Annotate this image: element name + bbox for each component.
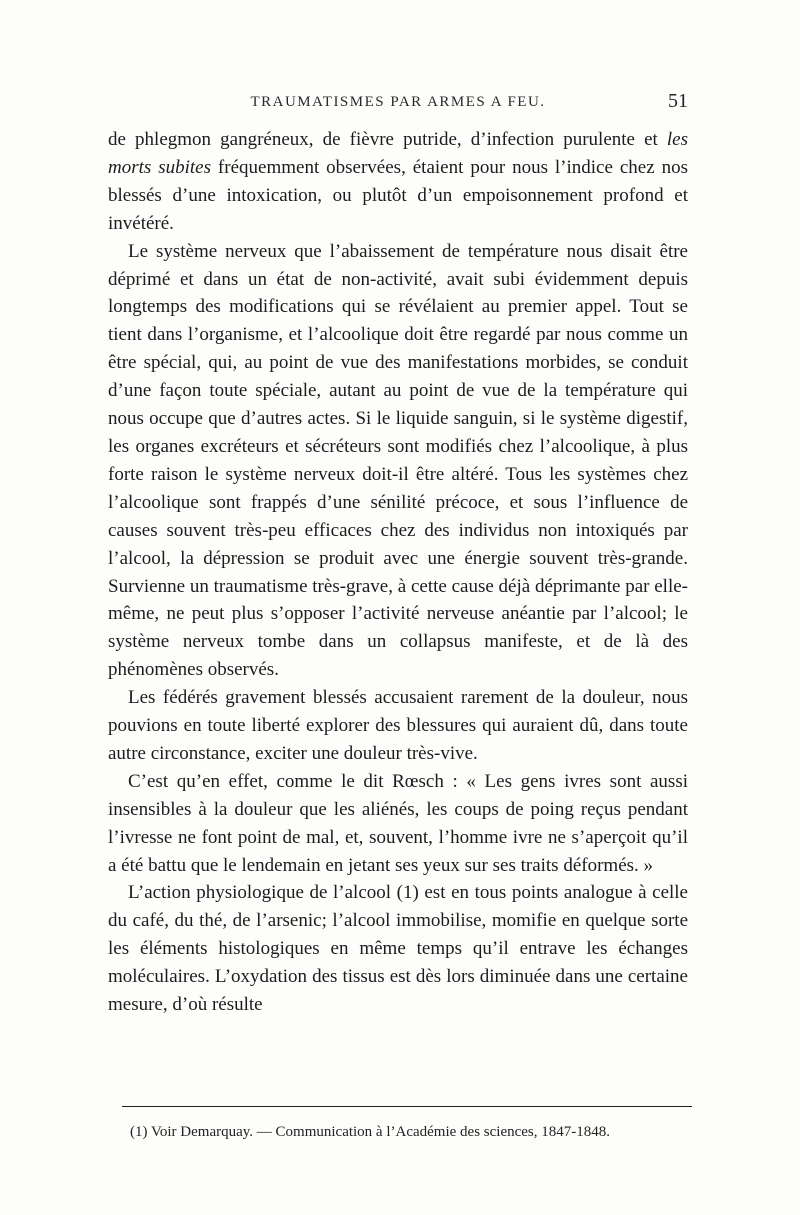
paragraph-1-text-a: de phlegmon gangréneux, de fièvre putride, d’infection purulente et: [108, 129, 667, 150]
body-text: [108, 126, 688, 1019]
page-number: 51: [668, 90, 688, 112]
footnote-rule: [122, 1106, 692, 1107]
paragraph-4: C’est qu’en effet, comme le dit Rœsch : « Les gens ivres sont aussi insensibles à la douleur que les aliénés, les coups de poing reçus pendant l’ivresse ne font point de mal, et, souvent, l’homme ivre ne s’aperçoit qu’il a été battu que le lendemain en jetant ses yeux sur ses traits déformés. »: [108, 770, 688, 876]
footnote: (1) Voir Demarquay. — Communication à l’Académie des sciences, 1847-1848.: [130, 1124, 611, 1140]
paragraph-5: L’action physiologique de l’alcool (1) est en tous points analogue à celle du café, du thé, de l’arsenic; l’alcool immobilise, momifie en quelque sorte les éléments histologiques en même temps qu’il entrave les échanges moléculaires. L’oxydation des tissus est dès lors diminuée dans une certaine mesure, d’où résulte: [108, 882, 688, 1016]
paragraph-2: Le système nerveux que l’abaissement de température nous disait être déprimé et dans un état de non-activité, avait subi évidemment depuis longtemps des modifications qui se révélaient au premier appel. Tout se tient dans l’organisme, et l’alcoolique doit être regardé par nous comme un être spécial, qui, au point de vue des manifestations morbides, se conduit d’une façon toute spéciale, autant au point de vue de la température qui nous occupe que d’autres actes. Si le liquide sanguin, si le système digestif, les organes excréteurs et sécréteurs sont modifiés chez l’alcoolique, à plus forte raison le système nerveux doit-il être altéré. Tous les systèmes chez l’alcoolique sont frappés d’une sénilité précoce, et sous l’influence de causes souvent très-peu efficaces chez des individus non intoxiqués par l’alcool, la dépression se produit avec une énergie souvent très-grande. Survienne un traumatisme très-grave, à cette cause déjà déprimante par elle-même, ne peut plus s’opposer l’activité nerveuse anéantie par l’alcool; le système nerveux tombe dans un collapsus manifeste, et de là des phénomènes observés.: [108, 240, 688, 681]
running-title: TRAUMATISMES PAR ARMES A FEU.: [250, 94, 546, 110]
paragraph-3: Les fédérés gravement blessés accusaient rarement de la douleur, nous pouvions en toute liberté explorer des blessures qui auraient dû, dans toute autre circonstance, exciter une douleur très-vive.: [108, 687, 688, 764]
running-head: [108, 90, 688, 120]
paragraph-1-italic: les morts subites: [108, 129, 688, 178]
paragraph-1-text-b: fréquemment observées, étaient pour nous l’indice chez nos blessés d’une intoxication, ou plutôt d’un empoisonnement profond et invétéré.: [108, 156, 688, 234]
paragraph-1: [108, 126, 688, 238]
